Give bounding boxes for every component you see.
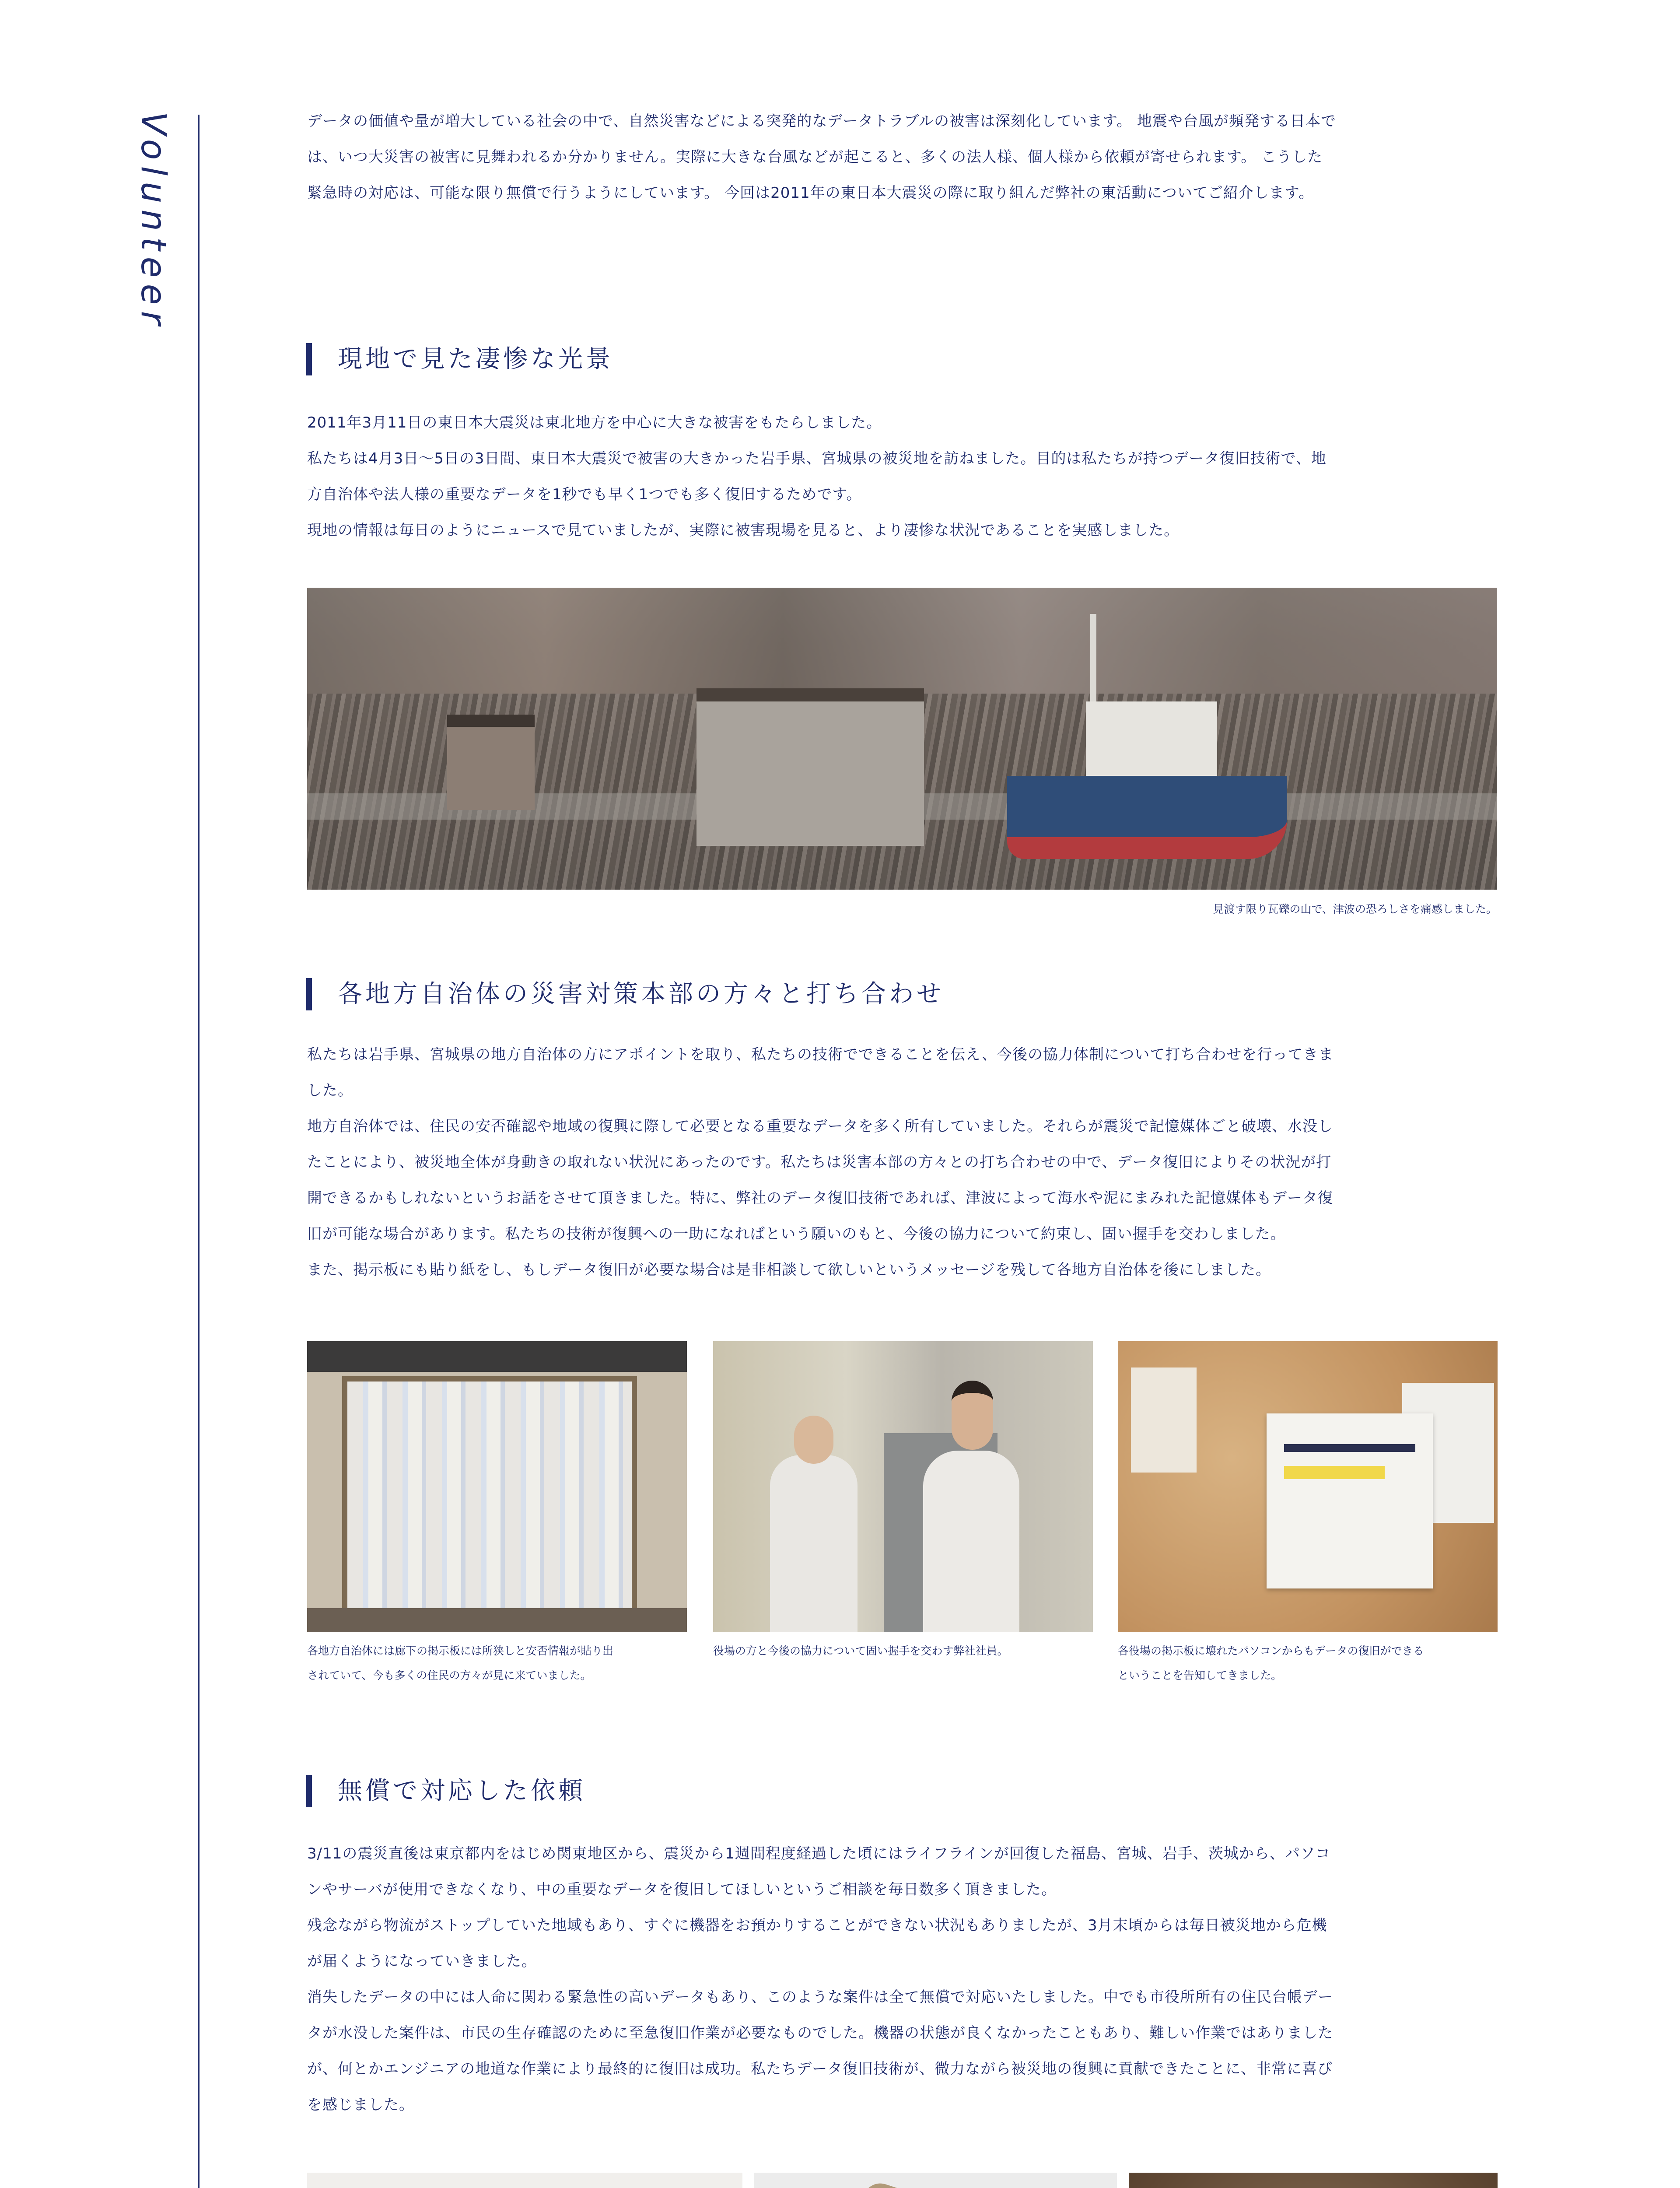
text-line: また、掲示板にも貼り紙をし、もしデータ復旧が必要な場合は是非相談して欲しいというメッセージを残して各地方自治体を後にしました。 (307, 1261, 1271, 1279)
text-line: は、いつ大災害の被害に見舞われるか分かりません。実際に大きな台風などが起こると、多くの法人様、個人様から依頼が寄せられます。 こうした (307, 148, 1323, 166)
muddy-computer-photo (1129, 2173, 1498, 2188)
text-line: 地方自治体では、住民の安否確認や地域の復興に際して必要となる重要なデータを多く所有していました。それらが震災で記憶媒体ごと破壊、水没し (307, 1118, 1333, 1135)
text-line: 消失したデータの中には人命に関わる緊急性の高いデータもあり、このような案件は全て無償で対応いたしました。中でも市役所所有の住民台帳デー (307, 1988, 1333, 2006)
handshake-photo (713, 1341, 1093, 1632)
text-line: 旧が可能な場合があります。私たちの技術が復興への一助になればという願いのもと、今後の協力について約束し、固い握手を交わしました。 (307, 1225, 1286, 1243)
text-line: した。 (307, 1082, 353, 1099)
text-line: 緊急時の対応は、可能な限り無償で行うようにしています。 今回は2011年の東日本大震災の際に取り組んだ弊社の東活動についてご紹介します。 (307, 184, 1314, 202)
vertical-rule (198, 115, 200, 2188)
text-line: ンやサーバが使用できなくなり、中の重要なデータを復旧してほしいというご相談を毎日数多く頂きました。 (307, 1881, 1057, 1898)
text-line: 3/11の震災直後は東京都内をはじめ関東地区から、震災から1週間程度経過した頃にはライフラインが回復した福島、宮城、岩手、茨城から、パソコ (307, 1845, 1331, 1862)
text-line: 方自治体や法人様の重要なデータを1秒でも早く1つでも多く復旧するためです。 (307, 486, 862, 503)
notice-board-photo (1118, 1341, 1498, 1632)
heading-bar (306, 1775, 312, 1807)
section1-body (307, 405, 1497, 548)
section3-body (307, 1836, 1497, 2123)
damaged-hard-drive-photo (754, 2173, 1117, 2188)
heading-bar (306, 343, 312, 375)
intro-paragraph (307, 103, 1497, 211)
text-line: 開できるかもしれないというお話をさせて頂きました。特に、弊社のデータ復旧技術であれば、津波によって海水や泥にまみれた記憶媒体もデータ復 (307, 1189, 1333, 1207)
side-title: Volunteer (133, 112, 173, 331)
photo-caption: 各役場の掲示板に壊れたパソコンからもデータの復旧ができる ということを告知してきました。 (1118, 1645, 1424, 1682)
text-line: 私たちは4月3日～5日の3日間、東日本大震災で被害の大きかった岩手県、宮城県の被災地を訪ねました。目的は私たちが持つデータ復旧技術で、地 (307, 450, 1326, 467)
text-line: を感じました。 (307, 2096, 414, 2114)
text-line: 2011年3月11日の東日本大震災は東北地方を中心に大きな被害をもたらしました。 (307, 414, 882, 431)
bulletin-board-photo (307, 1341, 687, 1632)
photo-caption: 役場の方と今後の協力について固い握手を交わす弊社社員。 (713, 1645, 1008, 1657)
text-line: 現地の情報は毎日のようにニュースで見ていましたが、実際に被害現場を見ると、より凄惨な状況であることを実感しました。 (307, 522, 1180, 539)
text-line: が、何とかエンジニアの地道な作業により最終的に復旧は成功。私たちデータ復旧技術が、微力ながら被災地の復興に貢献できたことに、非常に喜び (307, 2060, 1333, 2078)
text-line: が届くようになっていきました。 (307, 1953, 537, 1970)
text-line: たことにより、被災地全体が身動きの取れない状況にあったのです。私たちは災害本部の方々との打ち合わせの中で、データ復旧によりその状況が打 (307, 1154, 1332, 1171)
debris-computer-photo (307, 2173, 742, 2188)
text-line: タが水没した案件は、市民の生存確認のために至急復旧作業が必要なものでした。機器の状態が良くなかったこともあり、難しい作業ではありました (307, 2024, 1333, 2042)
text-line: 残念ながら物流がストップしていた地域もあり、すぐに機器をお預かりすることができない状況もありましたが、3月末頃からは毎日被災地から危機 (307, 1917, 1327, 1934)
section2-body (307, 1037, 1497, 1288)
photo-caption: 見渡す限り瓦礫の山で、津波の恐ろしさを痛感しました。 (1213, 903, 1497, 915)
text-line: 私たちは岩手県、宮城県の地方自治体の方にアポイントを取り、私たちの技術でできることを伝え、今後の協力体制について打ち合わせを行ってきま (307, 1046, 1334, 1063)
photo-caption: 各地方自治体には廊下の掲示板には所狭しと安否情報が貼り出 されていて、今も多くの住民の方々が見に来ていました。 (307, 1645, 614, 1682)
disaster-panorama-photo (307, 588, 1497, 890)
text-line: データの価値や量が増大している社会の中で、自然災害などによる突発的なデータトラブルの被害は深刻化しています。 地震や台風が頻発する日本で (307, 112, 1337, 130)
heading-bar (306, 978, 312, 1010)
